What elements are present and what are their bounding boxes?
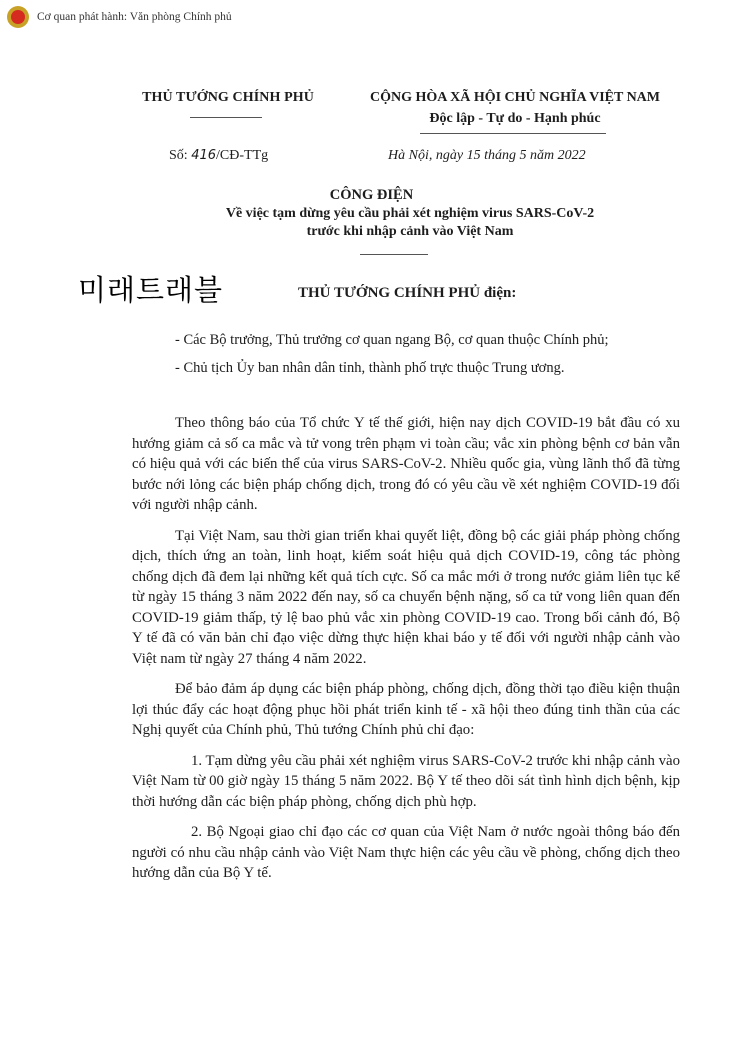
recipient-item: - Chủ tịch Ủy ban nhân dân tỉnh, thành phố trực thuộc Trung ương. bbox=[175, 360, 565, 376]
address-line: THỦ TƯỚNG CHÍNH PHỦ điện: bbox=[298, 285, 517, 301]
issue-month: 5 bbox=[519, 148, 527, 163]
issue-day: 15 bbox=[466, 148, 481, 163]
recipient-item: - Các Bộ trưởng, Thủ trưởng cơ quan ngang Bộ, cơ quan thuộc Chính phủ; bbox=[175, 332, 609, 348]
directive-item: 2. Bộ Ngoại giao chỉ đạo các cơ quan của Việt Nam ở nước ngoài thông báo đến người có nhu cầu nhập cảnh vào Việt Nam thực hiện các yêu cầu về phòng, chống dịch theo hướng dẫn của Bộ Y tế. bbox=[132, 824, 680, 881]
body-paragraph: Theo thông báo của Tổ chức Y tế thế giới, hiện nay dịch COVID-19 bắt đầu có xu hướng giảm cả số ca mắc và tử vong trên phạm vi toàn cầu; vắc xin phòng bệnh cơ bản vẫn có hiệu quả với các biến thể của virus SARS-CoV-2. Nhiều quốc gia, vùng lãnh thổ đã từng bước nới lỏng các biện pháp chống dịch, trong đó có yêu cầu về xét nghiệm COVID-19 đối với người nhập cảnh. bbox=[132, 415, 680, 513]
subject-underline bbox=[360, 254, 428, 255]
document-number-value: 416 bbox=[191, 148, 217, 163]
document-subject bbox=[150, 205, 670, 241]
issuer-label: Cơ quan phát hành: Văn phòng Chính phủ bbox=[37, 11, 232, 23]
motto-underline bbox=[420, 133, 606, 134]
national-emblem-icon bbox=[7, 6, 29, 28]
national-motto: Độc lập - Tự do - Hạnh phúc bbox=[429, 111, 601, 126]
place-and-date: Hà Nội, ngày 15 tháng 5 năm 2022 bbox=[388, 148, 586, 163]
issuer-bar bbox=[0, 0, 743, 34]
issuing-authority: THỦ TƯỚNG CHÍNH PHỦ bbox=[142, 90, 314, 105]
directive-item: 1. Tạm dừng yêu cầu phải xét nghiệm virus SARS-CoV-2 trước khi nhập cảnh vào Việt Nam từ 00 giờ ngày 15 tháng 5 năm 2022. Bộ Y tế theo dõi sát tình hình dịch bệnh, kịp thời hướng dẫn các biện pháp phòng, chống dịch phù hợp. bbox=[132, 752, 680, 810]
authority-underline bbox=[190, 117, 262, 118]
body-paragraph: Tại Việt Nam, sau thời gian triển khai quyết liệt, đồng bộ các giải pháp phòng chống dịch, thích ứng an toàn, linh hoạt, kiểm soát hiệu quả dịch COVID-19, công tác phòng chống dịch đã đem lại những kết quả tích cực. Số ca mắc mới ở trong nước giảm liên tục kể từ ngày 15 tháng 3 năm 2022 đến nay, số ca chuyển bệnh nặng, số ca tử vong liên quan đến COVID-19 giảm thấp, tỷ lệ bao phủ vắc xin phòng COVID-19 cao. Trong bối cảnh đó, Bộ Y tế đã có văn bản chỉ đạo việc dừng thực hiện khai báo y tế đối với người nhập cảnh vào Việt nam từ ngày 27 tháng 4 năm 2022. bbox=[132, 527, 680, 667]
national-title: CỘNG HÒA XÃ HỘI CHỦ NGHĨA VIỆT NAM bbox=[369, 90, 660, 105]
body-paragraph: Để bảo đảm áp dụng các biện pháp phòng, chống dịch, đồng thời tạo điều kiện thuận lợi thúc đẩy các hoạt động phục hồi phát triển kinh tế - xã hội theo đúng tinh thần của các Nghị quyết của Chính phủ, Thủ tướng Chính phủ chỉ đạo: bbox=[132, 681, 680, 738]
overlay-watermark-text: 미래트래블 bbox=[78, 273, 224, 307]
document-number: Số: 416/CĐ-TTg bbox=[169, 148, 269, 163]
document-type: CÔNG ĐIỆN bbox=[329, 187, 414, 203]
subject-line-1: Về việc tạm dừng yêu cầu phải xét nghiệm virus SARS-CoV-2 bbox=[225, 206, 595, 221]
document-body bbox=[132, 413, 680, 894]
subject-line-2: trước khi nhập cảnh vào Việt Nam bbox=[306, 224, 514, 239]
